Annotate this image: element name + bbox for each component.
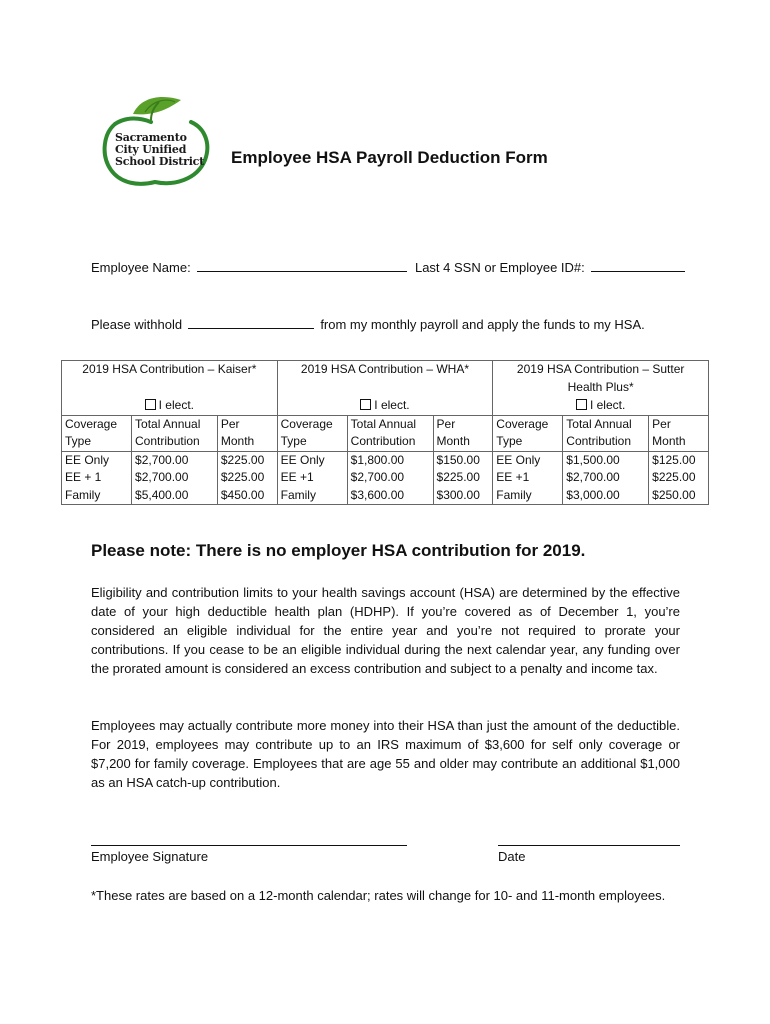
withhold-suffix: from my monthly payroll and apply the funds to my HSA. <box>320 317 645 332</box>
ssn-label: Last 4 SSN or Employee ID#: <box>414 260 585 275</box>
table-cell: $225.00 <box>217 451 277 469</box>
date-label: Date <box>498 849 526 864</box>
withhold-row <box>91 316 645 332</box>
wha-elect-checkbox[interactable] <box>360 399 371 410</box>
note-heading: Please note: There is no employer HSA contribution for 2019. <box>91 541 586 560</box>
hsa-contribution-table <box>61 360 709 505</box>
table-cell: EE Only <box>277 451 347 469</box>
sutter-col-annual: Total Annual Contribution <box>563 415 649 451</box>
date-line[interactable] <box>498 845 680 846</box>
table-cell: $3,000.00 <box>563 487 649 505</box>
table-header-row <box>62 415 709 451</box>
table-cell: $225.00 <box>217 469 277 487</box>
table-cell: Family <box>62 487 132 505</box>
signature-line[interactable] <box>91 845 407 846</box>
table-cell: $125.00 <box>649 451 709 469</box>
table-row <box>62 469 709 487</box>
kaiser-col-annual: Total Annual Contribution <box>132 415 218 451</box>
table-cell: $2,700.00 <box>563 469 649 487</box>
employee-name-label: Employee Name: <box>91 260 191 275</box>
table-cell: EE Only <box>62 451 132 469</box>
kaiser-col-month: Per Month <box>217 415 277 451</box>
ssn-field[interactable] <box>591 259 685 272</box>
table-cell: $225.00 <box>433 469 493 487</box>
table-cell: EE +1 <box>493 469 563 487</box>
table-cell: Family <box>493 487 563 505</box>
logo-line-2: City Unified <box>115 143 187 156</box>
table-cell: Family <box>277 487 347 505</box>
withhold-prefix: Please withhold <box>91 317 183 332</box>
table-cell: EE + 1 <box>62 469 132 487</box>
district-logo <box>93 94 217 190</box>
wha-plan-title: 2019 HSA Contribution – WHA* <box>277 361 493 398</box>
wha-elect-option[interactable] <box>277 397 493 415</box>
wha-elect-label: I elect. <box>374 398 410 412</box>
kaiser-elect-option[interactable] <box>62 397 278 415</box>
sutter-plan-title <box>493 361 709 398</box>
wha-col-month: Per Month <box>433 415 493 451</box>
table-cell: $2,700.00 <box>132 469 218 487</box>
logo-line-3: School District <box>115 155 205 168</box>
wha-col-annual: Total Annual Contribution <box>347 415 433 451</box>
footnote: *These rates are based on a 12-month calendar; rates will change for 10- and 11-month employees. <box>91 888 666 903</box>
sutter-plan-title-line-2: Health Plus* <box>567 379 634 394</box>
table-cell: $150.00 <box>433 451 493 469</box>
table-cell: $250.00 <box>649 487 709 505</box>
table-cell: EE +1 <box>277 469 347 487</box>
page-title: Employee HSA Payroll Deduction Form <box>231 148 548 167</box>
sutter-elect-checkbox[interactable] <box>576 399 587 410</box>
signature-label: Employee Signature <box>91 849 209 864</box>
table-cell: $1,800.00 <box>347 451 433 469</box>
table-cell: $225.00 <box>649 469 709 487</box>
kaiser-plan-title: 2019 HSA Contribution – Kaiser* <box>62 361 278 398</box>
sutter-col-month: Per Month <box>649 415 709 451</box>
table-row <box>62 451 709 469</box>
sutter-elect-label: I elect. <box>589 398 626 412</box>
table-cell: EE Only <box>493 451 563 469</box>
contribution-limits-paragraph: Employees may actually contribute more money into their HSA than just the amount of the deductible. For 2019, employees may contribute up to an IRS maximum of $3,600 for self only coverage or $7,200 for family coverage. Employees that are age 55 and older may contribute an additional $1,000 as an HSA catch-up contribution. <box>91 718 680 790</box>
table-row <box>62 487 709 505</box>
sutter-elect-option[interactable] <box>493 397 709 415</box>
table-cell: $450.00 <box>217 487 277 505</box>
logo-line-1: Sacramento <box>115 131 187 144</box>
table-cell: $2,700.00 <box>132 451 218 469</box>
table-cell: $300.00 <box>433 487 493 505</box>
table-cell: $2,700.00 <box>347 469 433 487</box>
table-cell: $3,600.00 <box>347 487 433 505</box>
kaiser-elect-checkbox[interactable] <box>145 399 156 410</box>
eligibility-paragraph: Eligibility and contribution limits to your health savings account (HSA) are determined by the effective date of your high deductible health plan (HDHP). If you’re covered as of December 1, you’re considered an eligible individual for the entire year and you’re not required to prorate your contributions. If you cease to be an eligible individual during the next calendar year, any funding over the prorated amount is considered an excess contribution and subject to a penalty and income tax. <box>91 585 680 676</box>
sutter-col-type: Coverage Type <box>493 415 563 451</box>
wha-col-type: Coverage Type <box>277 415 347 451</box>
sutter-plan-title-line-1: 2019 HSA Contribution – Sutter <box>516 362 685 376</box>
kaiser-col-type: Coverage Type <box>62 415 132 451</box>
table-cell: $1,500.00 <box>563 451 649 469</box>
employee-name-field[interactable] <box>197 259 407 272</box>
withhold-amount-field[interactable] <box>188 316 314 329</box>
employee-name-row <box>91 259 685 275</box>
kaiser-elect-label: I elect. <box>158 398 194 412</box>
table-cell: $5,400.00 <box>132 487 218 505</box>
